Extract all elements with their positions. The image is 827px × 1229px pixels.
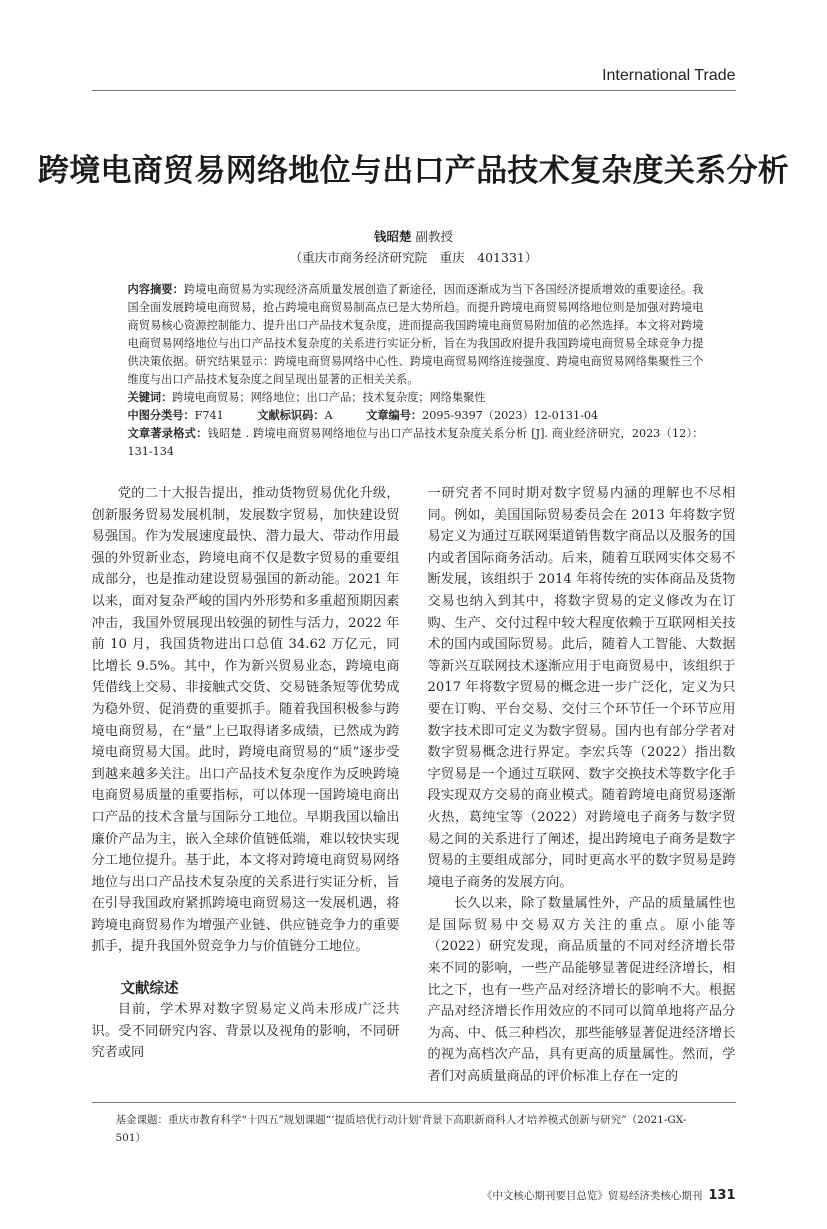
author-name: 钱昭楚 [373, 229, 412, 244]
abstract [128, 281, 704, 389]
footnote-divider [92, 1102, 736, 1103]
fund-footnote: 基金课题：重庆市教育科学“十四五”规划课题“‘提质培优行动计划’背景下高职新商科人才培养模式创新与研究”（2021-GX-501） [115, 1113, 687, 1144]
abstract-block [128, 281, 704, 461]
body-column-right [428, 483, 736, 1088]
body-column-left [92, 483, 400, 1064]
body-paragraph: 党的二十大报告提出，推动货物贸易优化升级，创新服务贸易发展机制，发展数字贸易，加快建设贸易强国。作为发展速度最快、潜力最大、带动作用最强的外贸新业态，跨境电商不仅是数字贸易的重要组成部分，也是推动建设贸易强国的新动能。2021 年以来，面对复杂严峻的国内外形势和多重超预期因素冲击，我国外贸展现出较强的韧性与活力，2022 年前 10 月，我国货物进出口总值 34.62 万亿元，同比增长 9.5%。其中，作为新兴贸易业态，跨境电商凭借线上交易、非接触式交货、交易链条短等优势成为稳外贸、促消费的重要抓手。随着我国积极参与跨境电商贸易，在“量”上已取得诸多成绩，已然成为跨境电商贸易大国。此时，跨境电商贸易的“质”逐步受到越来越多关注。出口产品技术复杂度作为反映跨境电商贸易质量的重要指标，可以体现一国跨境电商出口产品的技术含量与国际分工地位。早期我国以输出廉价产品为主，嵌入全球价值链低端，难以较快实现分工地位提升。基于此，本文将对跨境电商贸易网络地位与出口产品技术复杂度的关系进行实证分析，旨在引导我国政府紧抓跨境电商贸易这一发展机遇，将跨境电商贸易作为增强产业链、供应链竞争力的重要抓手，提升我国外贸竞争力与价值链分工地位。 [91, 486, 400, 955]
article-no-value: 2095-9397（2023）12-0131-04 [422, 409, 599, 422]
abstract-label: 内容摘要： [127, 283, 184, 296]
article-title: 跨境电商贸易网络地位与出口产品技术复杂度关系分析 [37, 153, 790, 189]
abstract-text: 跨境电商贸易为实现经济高质量发展创造了新途径，因而逐渐成为当下各国经济提质增效的重要途径。我国全面发展跨境电商贸易，抢占跨境电商贸易制高点已是大势所趋。而提升跨境电商贸易网络地位则是加强对跨境电商贸易核心资源控制能力、提升出口产品技术复杂度，进而提高我国跨境电商贸易附加值的必然选择。本文将对跨境电商贸易网络地位与出口产品技术复杂度的关系进行实证分析，旨在为我国政府提升我国跨境电商贸易全球竞争力提供决策依据。研究结果显示：跨境电商贸易网络中心性、跨境电商贸易网络连接强度、跨境电商贸易网络集聚性三个维度与出口产品技术复杂度之间呈现出显著的正相关关系。 [127, 283, 704, 386]
author-rank: 副教授 [415, 229, 453, 244]
keywords-text: 跨境电商贸易；网络地位；出口产品；技术复杂度；网络集聚性 [172, 391, 486, 404]
clc-label: 中图分类号： [127, 409, 195, 422]
section-header: International Trade [602, 67, 736, 84]
keywords-label: 关键词： [127, 391, 173, 404]
author-line [92, 227, 736, 247]
body-paragraph: 一研究者不同时期对数字贸易内涵的理解也不尽相同。例如，美国国际贸易委员会在 2013 年将数字贸易定义为通过互联网渠道销售数字商品以及服务的国内或者国际商务活动。后来，随着互联网实体交易不断发展，该组织于 2014 年将传统的实体商品及货物交易也纳入到其中，将数字贸易的定义修改为在订购、生产、交付过程中较大程度依赖于互联网相关技术的国内或国际贸易。此后，随着人工智能、大数据等新兴互联网技术逐渐应用于电商贸易中，该组织于 2017 年将数字贸易的概念进一步广泛化，定义为只要在订购、平台交易、交付三个环节任一个环节应用数字技术即可定义为数字贸易。国内也有部分学者对数字贸易概念进行界定。李宏兵等（2022）指出数字贸易是一个通过互联网、数字交换技术等数字化手段实现双方交易的商业模式。随着跨境电商贸易逐渐火热，葛纯宝等（2022）对跨境电子商务与数字贸易之间的关系进行了阐述，提出跨境电子商务是数字贸易的主要组成部分，同时更高水平的数字贸易是跨境电子商务的发展方向。 [427, 486, 736, 890]
body-columns [92, 483, 736, 1088]
journal-note: 《中文核心期刊要目总览》贸易经济类核心期刊 [481, 1189, 703, 1202]
clc-value: F741 [194, 409, 224, 422]
body-paragraph: 长久以来，除了数量属性外，产品的质量属性也是国际贸易中交易双方关注的重点。原小能等（2022）研究发现，商品质量的不同对经济增长带来不同的影响，一些产品能够显著促进经济增长，相比之下，也有一些产品对经济增长的影响不大。根据产品对经济增长作用效应的不同可以简单地将产品分为高、中、低三种档次，那些能够显著促进经济增长的视为高档次产品，具有更高的质量属性。然而，学者们对高质量商品的评价标准上存在一定的 [427, 896, 736, 1085]
citation [128, 425, 704, 461]
page-footer [92, 1187, 736, 1205]
body-paragraph: 目前，学术界对数字贸易定义尚未形成广泛共识。受不同研究内容、背景以及视角的影响，不同研究者或同 [91, 1002, 400, 1061]
page [37, 0, 790, 1229]
classification-line [128, 407, 704, 425]
doc-code-value: A [324, 409, 333, 422]
section-heading: 文献综述 [120, 981, 179, 998]
article-no-label: 文章编号： [366, 409, 423, 422]
author-affiliation: （重庆市商务经济研究院 重庆 401331） [289, 250, 538, 265]
citation-label: 文章著录格式： [127, 427, 208, 440]
keywords [128, 389, 704, 407]
doc-code-label: 文献标识码： [257, 409, 325, 422]
citation-text: 钱昭楚 . 跨境电商贸易网络地位与出口产品技术复杂度关系分析 [J]. 商业经济研究，2023（12）：131-134 [127, 427, 704, 458]
page-number: 131 [708, 1187, 736, 1203]
header-divider [92, 90, 736, 91]
